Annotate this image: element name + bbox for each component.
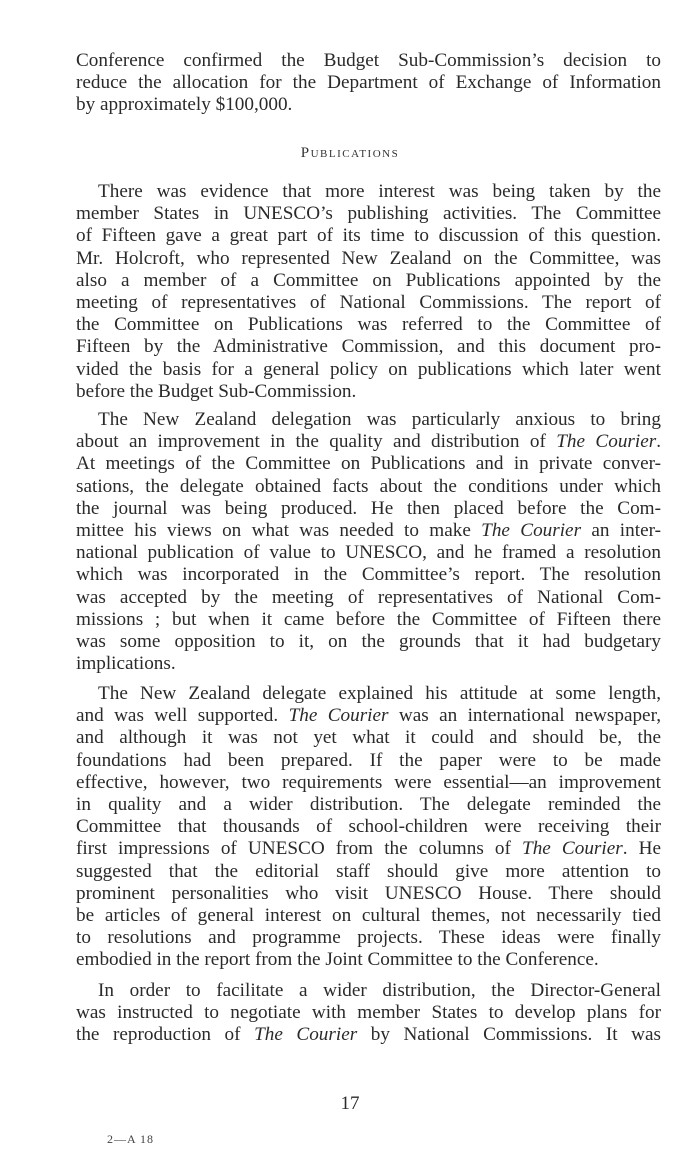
text-line: and was well supported. The Courier was an international newspaper, — [76, 705, 661, 727]
text-line: was instructed to negotiate with member States to develop plans for — [76, 1002, 661, 1024]
italic-title: The Courier — [522, 838, 623, 860]
text-line: first impressions of UNESCO from the columns of The Courier. He — [76, 838, 661, 860]
text-line: missions ; but when it came before the Committee of Fifteen there — [76, 608, 661, 630]
paragraph-delegate-explanation — [76, 683, 661, 972]
text-line: before the Budget Sub-Commission. — [76, 380, 357, 402]
intro-paragraph — [76, 50, 661, 117]
text-line: the journal was being produced. He then placed before the Com- — [76, 497, 661, 519]
text-line: foundations had been prepared. If the paper were to be made — [76, 749, 661, 771]
text-line: which was incorporated in the Committee’s report. The resolution — [76, 564, 661, 586]
text-line: be articles of general interest on cultural themes, not necessarily tied — [76, 905, 661, 927]
text-line: also a member of a Committee on Publications appointed by the — [76, 269, 661, 291]
text-line: in quality and a wider distribution. The delegate reminded the — [76, 794, 661, 816]
text-line: The New Zealand delegation was particularly anxious to bring — [98, 409, 661, 430]
text-line: meeting of representatives of National Commissions. The report of — [76, 292, 661, 314]
text-line: The New Zealand delegate explained his attitude at some length, — [98, 683, 661, 704]
italic-title: The Courier — [288, 705, 389, 727]
paragraph-publications-interest — [76, 181, 661, 403]
section-heading: Publications — [300, 145, 400, 161]
text-line: mittee his views on what was needed to make The Courier an inter- — [76, 520, 661, 542]
text-line: the reproduction of The Courier by National Commissions. It was — [76, 1024, 661, 1046]
text-line: of Fifteen gave a great part of its time to discussion of this question. — [76, 225, 661, 247]
italic-title: The Courier — [481, 520, 582, 542]
text-line: sations, the delegate obtained facts about the conditions under which — [76, 475, 661, 497]
text-line: was some opposition to it, on the grounds that it had budgetary — [76, 631, 661, 653]
text-line: about an improvement in the quality and distribution of The Courier. — [76, 431, 661, 453]
text-line: to resolutions and programme projects. These ideas were finally — [76, 927, 661, 949]
text-line: Conference confirmed the Budget Sub-Commission’s decision to — [76, 50, 661, 71]
text-line: suggested that the editorial staff should give more attention to — [76, 860, 661, 882]
text-line: embodied in the report from the Joint Committee to the Conference. — [76, 949, 599, 971]
text-line: was accepted by the meeting of representatives of National Com- — [76, 586, 661, 608]
text-line: In order to facilitate a wider distribution, the Director-General — [98, 980, 661, 1001]
text-line: vided the basis for a general policy on publications which later went — [76, 358, 661, 380]
italic-title: The Courier — [556, 431, 657, 453]
paragraph-courier-improvement — [76, 409, 661, 675]
text-line: There was evidence that more interest was being taken by the — [98, 181, 661, 202]
italic-title: The Courier — [254, 1024, 358, 1046]
text-line: effective, however, two requirements were essential—an improvement — [76, 771, 661, 793]
page-number: 17 — [340, 1093, 360, 1114]
text-line: reduce the allocation for the Department of Exchange of Information — [76, 72, 661, 94]
paragraph-distribution — [76, 980, 661, 1047]
text-line: Fifteen by the Administrative Commission, and this document pro- — [76, 336, 661, 358]
text-line: implications. — [76, 653, 176, 675]
text-line: and although it was not yet what it could and should be, the — [76, 727, 661, 749]
text-line: by approximately $100,000. — [76, 94, 293, 116]
text-line: At meetings of the Committee on Publications and in private conver- — [76, 453, 661, 475]
printer-signature-mark: 2—A 18 — [107, 1132, 155, 1146]
text-line: member States in UNESCO’s publishing activities. The Committee — [76, 203, 661, 225]
text-line: Mr. Holcroft, who represented New Zealand on the Committee, was — [76, 247, 661, 269]
text-line: prominent personalities who visit UNESCO House. There should — [76, 882, 661, 904]
text-line: national publication of value to UNESCO, and he framed a resolution — [76, 542, 661, 564]
text-line: Committee that thousands of school-children were receiving their — [76, 816, 661, 838]
text-line: the Committee on Publications was referred to the Committee of — [76, 314, 661, 336]
